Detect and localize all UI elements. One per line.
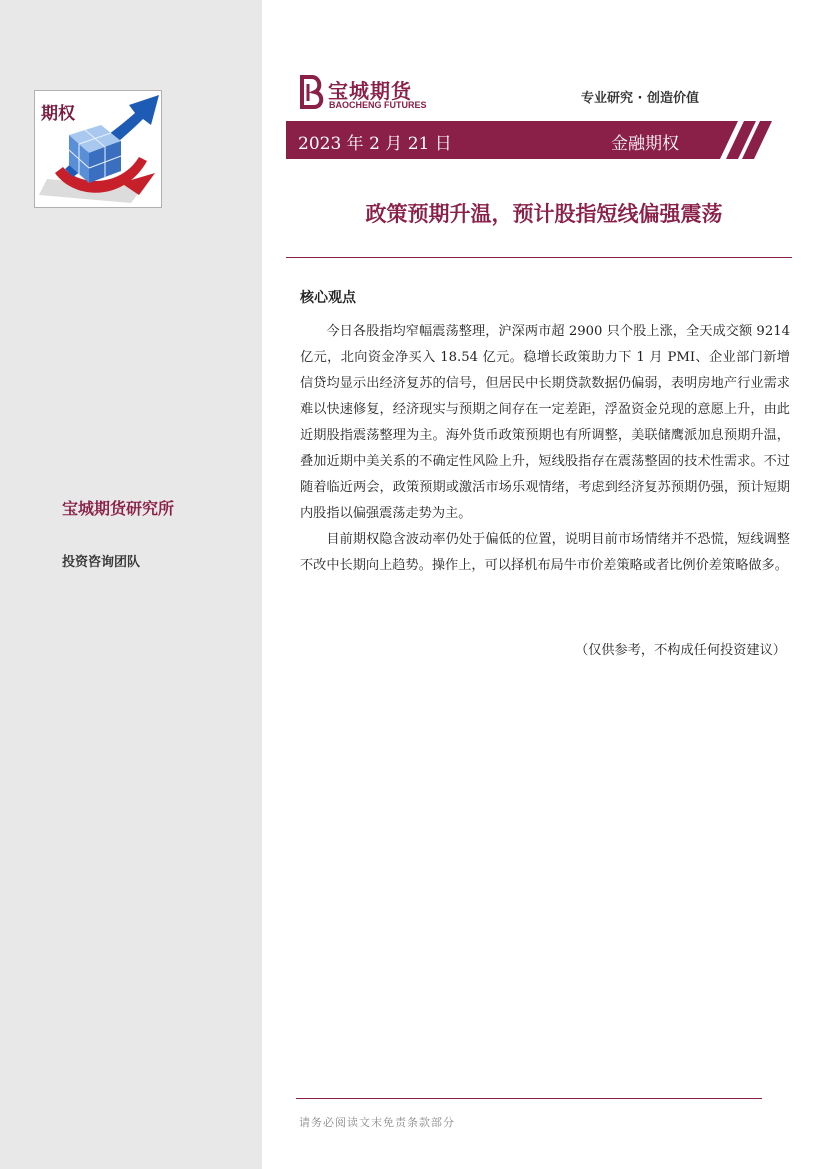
- team-name: 投资咨询团队: [62, 555, 141, 570]
- section-heading: 核心观点: [300, 290, 356, 306]
- report-date: 2023 年 2 月 21 日: [298, 134, 452, 154]
- institute-name: 宝城期货研究所: [62, 499, 175, 518]
- body-paragraph: 目前期权隐含波动率仍处于偏低的位置，说明目前市场情绪并不恐慌，短线调整不改中长期向上趋势。操作上，可以择机布局牛市价差策略或者比例价差策略做多。: [300, 532, 790, 573]
- title-divider: [286, 257, 792, 258]
- body-paragraph: 今日各股指均窄幅震荡整理，沪深两市超 2900 只个股上涨，全天成交额 9214 亿元，北向资金净买入 18.54 亿元。稳增长政策助力下 1 月 PMI、企业部门新增信贷均显示出经济复苏的信号，但居民中长期贷款数据仍偏弱，表明房地产行业需求难以快速修复，经济现实与预期之间存在一定差距，浮盈资金兑现的意愿上升，由此近期股指震荡整理为主。海外货币政策预期也有所调整，美联储鹰派加息预期升温，叠加近期中美关系的不确定性风险上升，短线股指存在震荡整固的技术性需求。不过随着临近两会，政策预期或激活市场乐观情绪，考虑到经济复苏预期仍强，预计短期内股指以偏强震荡走势为主。: [300, 324, 790, 521]
- slogan: 专业研究 · 创造价值: [581, 91, 699, 106]
- logo-text-cn: 宝城期货: [328, 79, 412, 103]
- cover-image: [34, 90, 162, 208]
- report-body: [300, 319, 790, 579]
- sidebar: [0, 0, 262, 1169]
- footer-notice: 请务必阅读文末免责条款部分: [299, 1116, 455, 1129]
- footer-divider: [296, 1098, 762, 1099]
- report-title: 政策预期升温，预计股指短线偏强震荡: [365, 202, 723, 226]
- baocheng-logo-icon: [296, 74, 326, 110]
- disclaimer: （仅供参考，不构成任何投资建议）: [575, 643, 786, 658]
- company-logo: [296, 74, 436, 112]
- cover-tag: 期权: [41, 104, 75, 124]
- date-banner: [286, 121, 786, 159]
- logo-text-en: BAOCHENG FUTURES: [329, 100, 427, 110]
- report-category: 金融期权: [611, 134, 679, 154]
